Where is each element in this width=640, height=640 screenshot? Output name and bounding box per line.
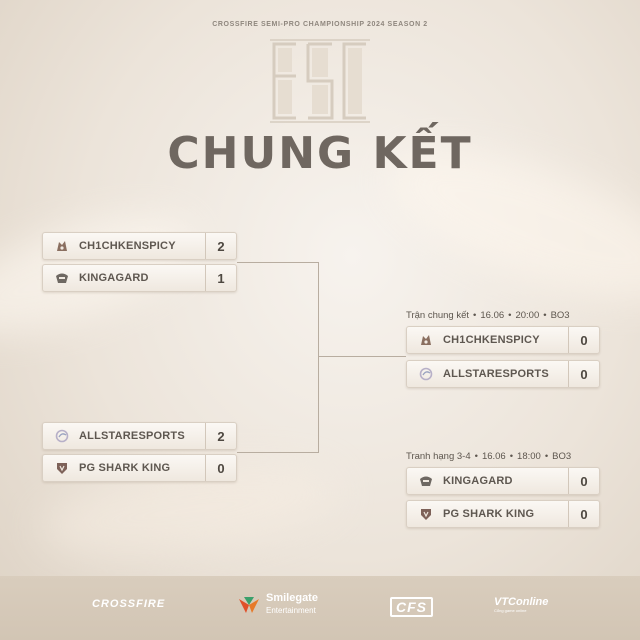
chicken-logo-icon: [417, 331, 435, 349]
csc-logo-icon: [266, 36, 374, 131]
match-label: Tranh hạng 3-4: [406, 451, 471, 462]
vtc-online-logo: [494, 596, 548, 613]
sponsor-footer: [0, 576, 640, 640]
team-name: ALLSTARESPORTS: [79, 430, 185, 442]
team-score: 2: [205, 233, 236, 259]
match-format: BO3: [552, 451, 572, 462]
event-subtitle: CROSSFIRE SEMI-PRO CHAMPIONSHIP 2024 SEASON 2: [212, 21, 428, 28]
semifinal-1-team-1[interactable]: [42, 232, 237, 260]
team-name: KINGAGARD: [79, 272, 149, 284]
bracket-line: [237, 452, 319, 453]
smilegate-mark-icon: [238, 595, 260, 615]
team-score: 0: [568, 501, 599, 527]
third-place-match-info: Tranh hạng 3-4 • 16.06 • 18:00 • BO3: [406, 451, 572, 462]
match-time: 18:00: [517, 451, 541, 462]
cfs-logo: [390, 597, 433, 617]
match-date: 16.06: [481, 451, 506, 462]
bracket-line: [318, 262, 319, 453]
match-date: 16.06: [480, 310, 505, 321]
allstar-logo-icon: [53, 427, 71, 445]
third-place-team-2[interactable]: [406, 500, 600, 528]
smilegate-sub-text: Entertainment: [266, 606, 316, 615]
bracket-line: [237, 262, 319, 263]
shark-logo-icon: [417, 505, 435, 523]
team-score: 0: [568, 468, 599, 494]
team-name: PG SHARK KING: [79, 462, 171, 474]
cfs-logo-text: CFS: [390, 597, 433, 617]
final-match-info: Trận chung kết • 16.06 • 20:00 • BO3: [406, 310, 570, 321]
vtc-logo-text: VTConline: [494, 596, 549, 608]
semifinal-1-team-2[interactable]: [42, 264, 237, 292]
final-team-1[interactable]: [406, 326, 600, 354]
semifinal-2-team-2[interactable]: [42, 454, 237, 482]
smilegate-logo-text: Smilegate: [266, 592, 318, 604]
match-time: 20:00: [515, 310, 540, 321]
vtc-sub-text: Cổng game online: [494, 608, 527, 613]
crossfire-logo-text: CROSSFIRE: [92, 598, 166, 610]
match-label: Trận chung kết: [406, 310, 470, 321]
team-name: ALLSTARESPORTS: [443, 368, 549, 380]
semifinal-2-team-1[interactable]: [42, 422, 237, 450]
page-title: CHUNG KẾT: [167, 128, 473, 179]
chicken-logo-icon: [53, 237, 71, 255]
kingagard-logo-icon: [417, 472, 435, 490]
shark-logo-icon: [53, 459, 71, 477]
crossfire-logo: [92, 598, 165, 610]
smilegate-logo: [238, 592, 318, 617]
team-score: 0: [568, 361, 599, 387]
third-place-team-1[interactable]: [406, 467, 600, 495]
allstar-logo-icon: [417, 365, 435, 383]
team-name: PG SHARK KING: [443, 508, 535, 520]
team-name: CH1CHKENSPICY: [79, 240, 176, 252]
team-name: CH1CHKENSPICY: [443, 334, 540, 346]
team-score: 0: [205, 455, 236, 481]
bracket-line: [318, 356, 406, 357]
kingagard-logo-icon: [53, 269, 71, 287]
team-score: 0: [568, 327, 599, 353]
team-score: 1: [205, 265, 236, 291]
match-format: BO3: [550, 310, 570, 321]
final-team-2[interactable]: [406, 360, 600, 388]
team-name: KINGAGARD: [443, 475, 513, 487]
team-score: 2: [205, 423, 236, 449]
